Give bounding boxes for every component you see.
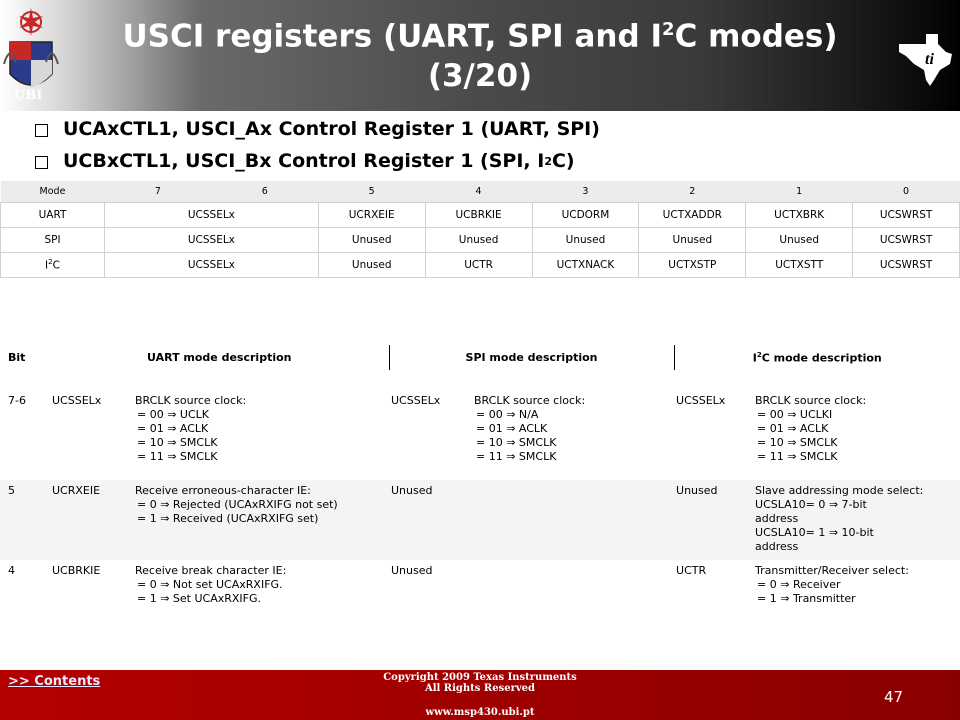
header-cell-mode: Mode	[1, 181, 105, 203]
desc-line: = 11 ⇒ SMCLK	[137, 450, 218, 463]
header-uart-description: UART mode description	[147, 351, 292, 364]
spi-field-description	[472, 390, 674, 480]
header-cell-bit0: 0	[853, 181, 960, 203]
description-row-bit-5	[0, 480, 960, 560]
ubi-logo-text: UBI	[14, 88, 43, 103]
uart-field-name: UCRXEIE	[50, 480, 133, 560]
field-cell: Unused	[318, 228, 425, 253]
desc-line: UCSLA10= 0 ⇒ 7-bit	[755, 498, 867, 511]
slide-header	[0, 0, 960, 111]
spi-field-description	[472, 480, 674, 560]
desc-line: = 01 ⇒ ACLK	[757, 422, 829, 435]
desc-line: Receive break character IE:	[135, 564, 287, 577]
i2c-field-name: UCTR	[676, 564, 707, 577]
spi-field-name: Unused	[391, 564, 433, 577]
field-cell: UCTXNACK	[532, 253, 639, 278]
header-i2c-superscript: 2	[756, 350, 762, 359]
field-cell: UCBRKIE	[425, 203, 532, 228]
field-cell: UCSSELx	[105, 203, 319, 228]
header-cell-bit2: 2	[639, 181, 746, 203]
desc-line: = 10 ⇒ SMCLK	[757, 436, 838, 449]
header-i2c-part1: I	[752, 351, 757, 365]
field-cell: Unused	[746, 228, 853, 253]
desc-line: = 10 ⇒ SMCLK	[476, 436, 557, 449]
field-cell: Unused	[425, 228, 532, 253]
title-text-part2: C modes)	[674, 18, 838, 55]
spi-field-name: Unused	[389, 480, 472, 560]
header-cell-bit7: 7	[105, 181, 212, 203]
square-bullet-icon	[35, 156, 48, 169]
desc-line: Transmitter/Receiver select:	[755, 564, 909, 577]
field-cell: Unused	[318, 253, 425, 278]
desc-line: UCSLA10= 1 ⇒ 10-bit	[755, 526, 874, 539]
mode-superscript: 2	[48, 258, 53, 267]
header-cell-bit3: 3	[532, 181, 639, 203]
header-cell-bit5: 5	[318, 181, 425, 203]
spi-field-name: UCSSELx	[391, 394, 441, 407]
register-bit-table	[0, 181, 960, 278]
bullet-item-ucbxctl1	[35, 150, 575, 172]
contents-link[interactable]: >> Contents	[8, 674, 101, 689]
bullet-text: UCAxCTL1, USCI_Ax Control Register 1 (UART, SPI)	[63, 118, 600, 140]
mode-cell: SPI	[1, 228, 105, 253]
mode-cell: UART	[1, 203, 105, 228]
copyright-line2: All Rights Reserved	[424, 683, 536, 694]
desc-line: = 0 ⇒ Not set UCAxRXIFG.	[137, 578, 283, 591]
header-cell-bit1: 1	[746, 181, 853, 203]
title-superscript: 2	[662, 19, 675, 40]
header-spi-description: SPI mode description	[389, 345, 674, 370]
bullet-item-ucaxctl1	[35, 118, 600, 140]
desc-line: Slave addressing mode select:	[755, 484, 924, 497]
i2c-field-description	[753, 390, 960, 480]
mode-text-part2: C	[52, 259, 60, 272]
desc-line: = 01 ⇒ ACLK	[476, 422, 548, 435]
header-bit: Bit	[8, 351, 26, 364]
desc-line: = 01 ⇒ ACLK	[137, 422, 209, 435]
field-cell: UCTXADDR	[639, 203, 746, 228]
desc-line: = 11 ⇒ SMCLK	[757, 450, 838, 463]
field-cell: Unused	[639, 228, 746, 253]
slide-footer	[0, 670, 960, 720]
description-row-bits-7-6	[0, 390, 960, 480]
svg-text:ti: ti	[925, 51, 934, 68]
description-header-row	[0, 345, 960, 370]
header-cell-bit4: 4	[425, 181, 532, 203]
field-cell: UCSSELx	[105, 228, 319, 253]
header-i2c-part2: C mode description	[761, 351, 882, 365]
field-cell: UCDORM	[532, 203, 639, 228]
register-row-spi	[1, 228, 960, 253]
mode-cell	[1, 253, 105, 278]
desc-line: address	[755, 540, 799, 553]
uart-field-description	[133, 480, 389, 560]
field-cell: UCSWRST	[853, 228, 960, 253]
spi-field-description	[472, 560, 674, 624]
field-cell: UCRXEIE	[318, 203, 425, 228]
spacer-row	[0, 370, 960, 390]
desc-line: = 0 ⇒ Receiver	[757, 578, 841, 591]
title-slide-counter: (3/20)	[427, 58, 533, 95]
slide-title	[80, 10, 880, 96]
register-row-i2c	[1, 253, 960, 278]
register-row-uart	[1, 203, 960, 228]
field-cell: UCSSELx	[105, 253, 319, 278]
field-cell: UCTR	[425, 253, 532, 278]
uart-field-name: UCSSELx	[52, 394, 102, 407]
desc-line: BRCLK source clock:	[755, 394, 867, 407]
website-text: www.msp430.ubi.pt	[425, 707, 535, 718]
bit-description-table	[0, 345, 960, 624]
square-bullet-icon	[35, 124, 48, 137]
desc-line: = 1 ⇒ Transmitter	[757, 592, 856, 605]
bullet-text-part2: C)	[551, 150, 575, 172]
desc-line: = 11 ⇒ SMCLK	[476, 450, 557, 463]
header-cell-bit6: 6	[211, 181, 318, 203]
i2c-field-name: Unused	[674, 480, 753, 560]
desc-line: = 0 ⇒ Rejected (UCAxRXIFG not set)	[137, 498, 338, 511]
field-cell: UCSWRST	[853, 203, 960, 228]
desc-line: = 1 ⇒ Set UCAxRXIFG.	[137, 592, 262, 605]
bit-number: 7-6	[8, 394, 26, 407]
bullet-superscript: 2	[544, 154, 552, 168]
description-row-bit-4	[0, 560, 960, 624]
register-table-header-row	[1, 181, 960, 203]
bit-number: 5	[0, 480, 50, 560]
desc-line: = 00 ⇒ UCLKI	[757, 408, 833, 421]
field-cell: UCTXSTT	[746, 253, 853, 278]
mode-text-part1: I	[45, 259, 49, 272]
desc-line: BRCLK source clock:	[135, 394, 247, 407]
copyright-line1: Copyright 2009 Texas Instruments	[383, 672, 577, 683]
header-i2c-description	[674, 345, 960, 370]
texas-instruments-logo-icon	[896, 30, 956, 90]
uart-field-description	[133, 560, 389, 624]
uart-field-name: UCBRKIE	[52, 564, 101, 577]
bullet-text-part1: UCBxCTL1, USCI_Bx Control Register 1 (SPI, I	[63, 150, 545, 172]
desc-line: = 00 ⇒ UCLK	[137, 408, 209, 421]
desc-line: = 10 ⇒ SMCLK	[137, 436, 218, 449]
i2c-field-description	[753, 560, 960, 624]
desc-line: = 00 ⇒ N/A	[476, 408, 539, 421]
copyright-block	[330, 672, 630, 718]
bit-number: 4	[8, 564, 15, 577]
title-text-part1: USCI registers (UART, SPI and I	[122, 18, 663, 55]
i2c-field-description	[753, 480, 960, 560]
page-number: 47	[884, 688, 904, 706]
desc-line: Receive erroneous-character IE:	[135, 484, 311, 497]
field-cell: Unused	[532, 228, 639, 253]
desc-line: = 1 ⇒ Received (UCAxRXIFG set)	[137, 512, 319, 525]
field-cell: UCSWRST	[853, 253, 960, 278]
field-cell: UCTXSTP	[639, 253, 746, 278]
desc-line: address	[755, 512, 799, 525]
desc-line: BRCLK source clock:	[474, 394, 586, 407]
uart-field-description	[133, 390, 389, 480]
i2c-field-name: UCSSELx	[676, 394, 726, 407]
field-cell: UCTXBRK	[746, 203, 853, 228]
